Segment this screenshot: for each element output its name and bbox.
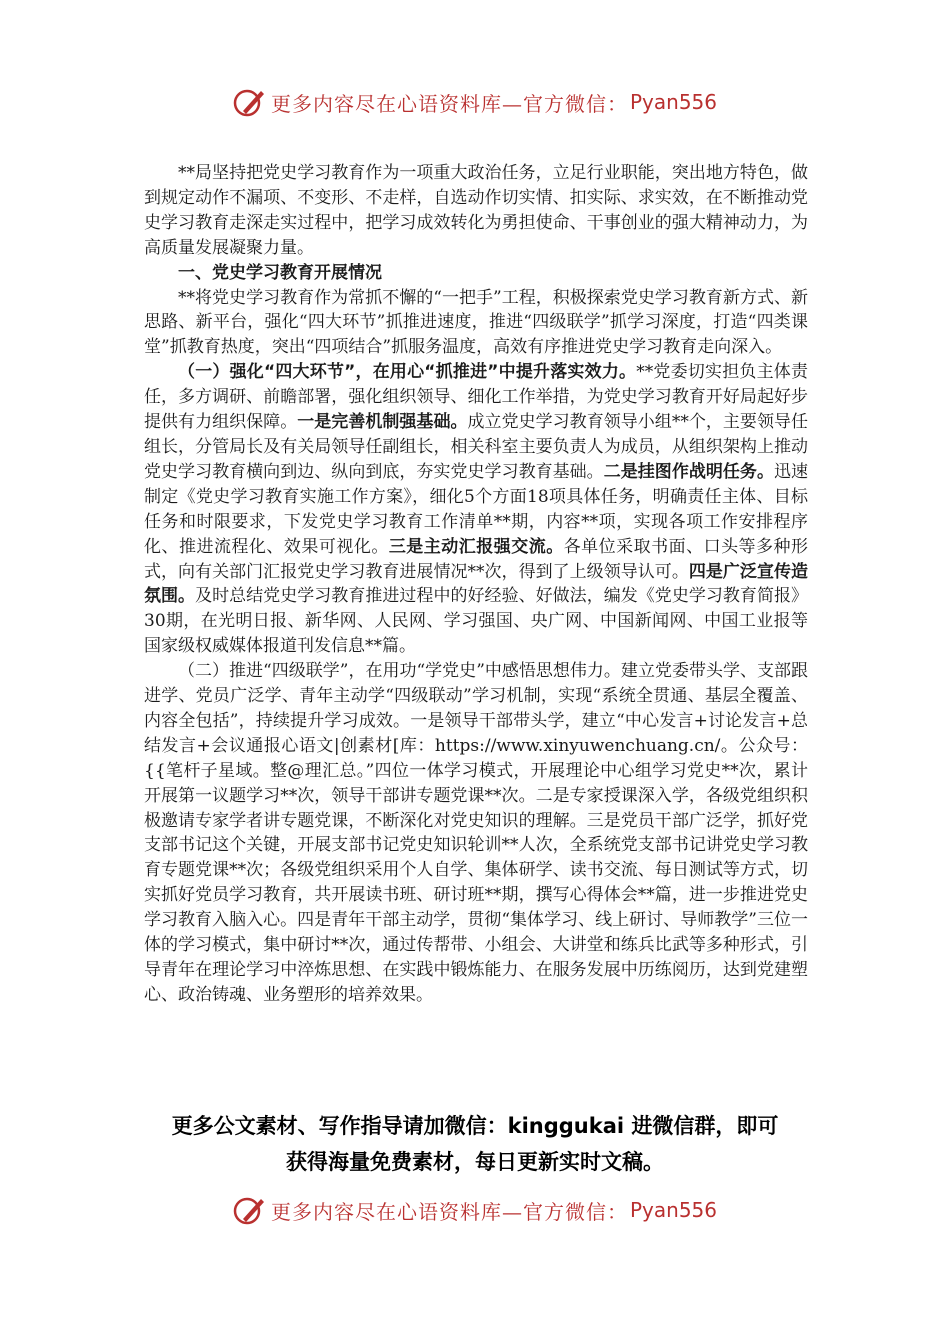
point-3-text: 各单位采取书面、口头等多种形式，向有关部门汇报党史学习教育进展情况**次，得到了上级领导认可。 <box>144 536 809 582</box>
promo-line-1: 更多公文素材、写作指导请加微信：kinggukai 进微信群，即可 <box>171 1114 779 1138</box>
paragraph-overview: **将党史学习教育作为常抓不懈的“一把手”工程，积极探索党史学习教育新方式、新思路、新平台，强化“四大环节”抓推进速度，推进“四级联学”抓学习深度，打造“四类课堂”抓教育热度，突出“四项结合”抓服务温度，高效有序推进党史学习教育走向深入。 <box>144 287 808 358</box>
banner-text: 更多内容尽在心语资料库— <box>270 1199 523 1224</box>
point-2-text: 迅速制定《党史学习教育实施工作方案》，细化5个方面18项具体任务，明确责任主体、目标任务和时限要求，下发党史学习教育工作清单**期，内容**项，实现各项工作安排程序化、推进流程化、效果可视化。 <box>144 461 809 557</box>
banner-wechat-id: Pyan556 <box>629 90 717 114</box>
promo-block <box>100 1108 850 1180</box>
subsection-1-heading: （一）强化“四大环节”，在用心“抓推进”中提升落实效力。 <box>178 362 637 383</box>
point-4-heading: 四是广泛宣传造氛围。 <box>144 561 809 607</box>
point-3-heading: 三是主动汇报强交流。 <box>388 536 564 557</box>
header-banner <box>0 82 950 122</box>
banner-text: 更多内容尽在心语资料库— <box>270 91 523 116</box>
banner-wechat-label: 官方微信： <box>522 91 628 116</box>
banner-wechat-label: 官方微信： <box>522 1199 628 1224</box>
point-1-text: 成立党史学习教育领导小组**个，主要领导任组长，分管局长及有关局领导任副组长，相关科室主要负责人为成员，从组织架构上推动党史学习教育横向到边、纵向到底，夯实党史学习教育基础。 <box>144 412 809 482</box>
promo-line-2: 获得海量免费素材，每日更新实时文稿。 <box>286 1150 664 1174</box>
paragraph-subsection-1 <box>144 360 808 659</box>
paragraph-subsection-2: （二）推进“四级联学”，在用功“学党史”中感悟思想伟力。建立党委带头学、支部跟进学、党员广泛学、青年主动学“四级联动”学习机制，实现“系统全贯通、基层全覆盖、内容全包括”，持续提升学习成效。一是领导干部带头学，建立“中心发言+讨论发言+总结发言+会议通报心语文|创素材[库：https://www.xinyuwenchuang.cn/。公众号：{{笔杆子星域。整@理汇总。”四位一体学习模式，开展理论中心组学习党史**次，累计开展第一议题学习**次，领导干部讲专题党课**次。二是专家授课深入学，各级党组织积极邀请专家学者讲专题党课，不断深化对党史知识的理解。三是党员干部广泛学，抓好党支部书记这个关键，开展支部书记党史知识轮训**人次，全系统党支部书记讲党史学习教育专题党课**次；各级党组织采用个人自学、集体研学、读书交流、每日测试等方式，切实抓好党员学习教育，共开展读书班、研讨班**期，撰写心得体会**篇，进一步推进党史学习教育入脑入心。四是青年干部主动学，贯彻“集体学习、线上研讨、导师教学”三位一体的学习模式，集中研讨**次，通过传帮带、小组会、大讲堂和练兵比武等多种形式，引导青年在理论学习中淬炼思想、在实践中锻炼能力、在服务发展中历练阅历，达到党建塑心、政治铸魂、业务塑形的培养效果。 <box>144 661 808 1005</box>
subsection-1-text: **党委切实担负主体责任，多方调研、前瞻部署，强化组织领导、细化工作举措，为党史学习教育开好局起好步提供有力组织保障。 <box>144 362 808 433</box>
pen-logo-icon <box>233 1193 267 1227</box>
point-4-text: 及时总结党史学习教育推进过程中的好经验、好做法，编发《党史学习教育简报》30期，在光明日报、新华网、人民网、学习强国、央广网、中国新闻网、中国工业报等国家级权威媒体报道刊发信息**篇。 <box>144 586 809 657</box>
pen-logo-icon <box>233 85 267 119</box>
point-1-heading: 一是完善机制强基础。 <box>297 412 468 433</box>
paragraph-intro: **局坚持把党史学习教育作为一项重大政治任务，立足行业职能，突出地方特色，做到规定动作不漏项、不变形、不走样，自选动作切实情、扣实际、求实效，在不断推动党史学习教育走深走实过程中，把学习成效转化为勇担使命、干事创业的强大精神动力，为高质量发展凝聚力量。 <box>144 163 808 258</box>
footer-banner <box>0 1190 950 1230</box>
section-heading: 一、党史学习教育开展情况 <box>178 262 382 283</box>
banner-wechat-id: Pyan556 <box>629 1198 717 1222</box>
document-body <box>144 161 808 1008</box>
point-2-heading: 二是挂图作战明任务。 <box>603 461 774 482</box>
